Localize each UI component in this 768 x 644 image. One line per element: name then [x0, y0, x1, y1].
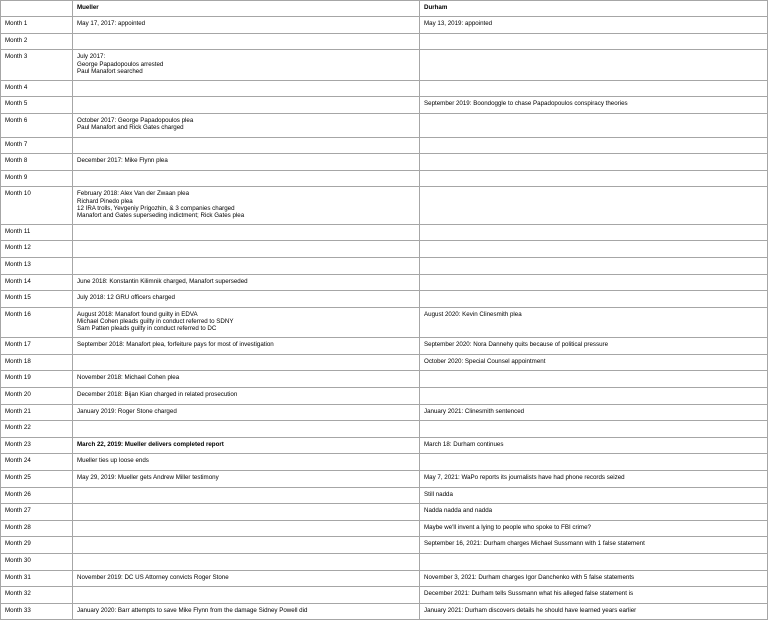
table-row — [1, 437, 768, 454]
month-cell: Month 30 — [1, 554, 73, 571]
mueller-event-line: November 2018: Michael Cohen plea — [77, 374, 180, 382]
mueller-cell — [73, 487, 420, 504]
durham-event-line: March 18: Durham continues — [424, 440, 504, 448]
durham-cell — [420, 274, 768, 291]
month-cell: Month 11 — [1, 224, 73, 241]
durham-cell — [420, 371, 768, 388]
table-row — [1, 80, 768, 97]
month-cell: Month 21 — [1, 404, 73, 421]
mueller-cell — [73, 241, 420, 258]
table-row — [1, 258, 768, 275]
month-cell: Month 22 — [1, 421, 73, 438]
table-row — [1, 114, 768, 138]
durham-event-line: September 2020: Nora Dannehy quits because of political pressure — [424, 341, 609, 349]
mueller-cell — [73, 388, 420, 405]
month-cell: Month 12 — [1, 241, 73, 258]
mueller-cell — [73, 354, 420, 371]
month-cell: Month 5 — [1, 97, 73, 114]
month-cell: Month 15 — [1, 291, 73, 308]
mueller-cell — [73, 33, 420, 50]
durham-cell — [420, 187, 768, 224]
durham-cell — [420, 504, 768, 521]
durham-event-line: May 13, 2019: appointed — [424, 20, 493, 28]
durham-event-line: January 2021: Clinesmith sentenced — [424, 407, 525, 415]
mueller-event-line: George Papadopoulos arrested — [77, 60, 164, 68]
table-row — [1, 570, 768, 587]
table-row — [1, 338, 768, 355]
mueller-cell — [73, 454, 420, 471]
month-cell: Month 14 — [1, 274, 73, 291]
month-cell: Month 10 — [1, 187, 73, 224]
mueller-cell — [73, 520, 420, 537]
month-cell: Month 16 — [1, 307, 73, 338]
month-cell: Month 32 — [1, 587, 73, 604]
month-cell: Month 20 — [1, 388, 73, 405]
mueller-event-line: January 2020: Barr attempts to save Mike Flynn from the damage Sidney Powell did — [77, 606, 308, 614]
mueller-cell — [73, 170, 420, 187]
month-cell: Month 19 — [1, 371, 73, 388]
mueller-cell — [73, 537, 420, 554]
mueller-event-line: December 2018: Bijan Kian charged in related prosecution — [77, 391, 238, 399]
header-mueller: Mueller — [73, 1, 420, 17]
mueller-cell — [73, 554, 420, 571]
mueller-cell — [73, 187, 420, 224]
mueller-cell — [73, 114, 420, 138]
month-cell: Month 24 — [1, 454, 73, 471]
mueller-event-line: May 29, 2019: Mueller gets Andrew Miller testimony — [77, 474, 219, 482]
table-row — [1, 50, 768, 81]
mueller-event-line: January 2019: Roger Stone charged — [77, 407, 177, 415]
mueller-cell — [73, 154, 420, 171]
table-row — [1, 603, 768, 620]
mueller-event-line: Sam Patten pleads guilty in conduct referred to DC — [77, 325, 217, 333]
durham-event-line: December 2021: Durham tells Sussmann what his alleged false statement is — [424, 590, 634, 598]
month-cell: Month 3 — [1, 50, 73, 81]
mueller-event-line: December 2017: Mike Flynn plea — [77, 157, 168, 165]
durham-cell — [420, 354, 768, 371]
durham-cell — [420, 454, 768, 471]
table-row — [1, 471, 768, 488]
durham-cell — [420, 154, 768, 171]
month-cell: Month 17 — [1, 338, 73, 355]
durham-cell — [420, 258, 768, 275]
durham-cell — [420, 537, 768, 554]
durham-cell — [420, 291, 768, 308]
mueller-cell — [73, 421, 420, 438]
durham-cell — [420, 17, 768, 34]
durham-event-line: Nadda nadda and nadda — [424, 507, 493, 515]
month-cell: Month 8 — [1, 154, 73, 171]
durham-event-line: May 7, 2021: WaPo reports its journalists have had phone records seized — [424, 474, 625, 482]
month-cell: Month 4 — [1, 80, 73, 97]
mueller-event-line: February 2018: Alex Van der Zwaan plea — [77, 190, 190, 198]
mueller-cell — [73, 603, 420, 620]
mueller-cell — [73, 137, 420, 154]
durham-event-line: Still nadda — [424, 490, 453, 498]
durham-event-line: Maybe we'll invent a lying to people who spoke to FBI crime? — [424, 523, 591, 531]
durham-event-line: August 2020: Kevin Clinesmith plea — [424, 310, 522, 318]
mueller-cell — [73, 50, 420, 81]
durham-cell — [420, 241, 768, 258]
month-cell: Month 33 — [1, 603, 73, 620]
table-row — [1, 404, 768, 421]
durham-cell — [420, 570, 768, 587]
table-row — [1, 33, 768, 50]
mueller-event-line: 12 IRA trolls, Yevgeniy Prigozhin, & 3 companies charged — [77, 204, 235, 212]
durham-cell — [420, 520, 768, 537]
durham-cell — [420, 50, 768, 81]
month-cell: Month 7 — [1, 137, 73, 154]
durham-event-line: October 2020: Special Counsel appointment — [424, 357, 546, 365]
mueller-event-line: June 2018: Konstantin Kilimnik charged, Manafort superseded — [77, 277, 248, 285]
header-row — [1, 1, 768, 17]
table-row — [1, 274, 768, 291]
month-cell: Month 25 — [1, 471, 73, 488]
mueller-event-line: September 2018: Manafort plea, forfeiture pays for most of investigation — [77, 341, 274, 349]
durham-cell — [420, 170, 768, 187]
table-row — [1, 487, 768, 504]
mueller-cell — [73, 307, 420, 338]
mueller-cell — [73, 504, 420, 521]
mueller-event-line: March 22, 2019: Mueller delivers completed report — [77, 440, 224, 448]
durham-cell — [420, 80, 768, 97]
month-cell: Month 31 — [1, 570, 73, 587]
durham-cell — [420, 603, 768, 620]
table-row — [1, 454, 768, 471]
table-row — [1, 291, 768, 308]
mueller-cell — [73, 97, 420, 114]
table-row — [1, 554, 768, 571]
mueller-cell — [73, 258, 420, 275]
mueller-cell — [73, 437, 420, 454]
durham-cell — [420, 471, 768, 488]
mueller-cell — [73, 570, 420, 587]
table-row — [1, 187, 768, 224]
mueller-event-line: Michael Cohen pleads guilty in conduct referred to SDNY — [77, 318, 234, 325]
table-row — [1, 587, 768, 604]
durham-cell — [420, 97, 768, 114]
durham-event-line: November 3, 2021: Durham charges Igor Danchenko with 5 false statements — [424, 573, 635, 581]
durham-cell — [420, 404, 768, 421]
mueller-event-line: Paul Manafort searched — [77, 67, 143, 75]
mueller-event-line: Manafort and Gates superseding indictment; Rick Gates plea — [77, 212, 245, 220]
month-cell: Month 23 — [1, 437, 73, 454]
mueller-cell — [73, 224, 420, 241]
mueller-cell — [73, 274, 420, 291]
table-row — [1, 388, 768, 405]
header-durham: Durham — [420, 1, 768, 17]
month-cell: Month 6 — [1, 114, 73, 138]
table-row — [1, 17, 768, 34]
table-row — [1, 537, 768, 554]
durham-event-line: September 2019: Boondoggle to chase Papadopoulos conspiracy theories — [424, 100, 628, 108]
durham-cell — [420, 388, 768, 405]
durham-cell — [420, 421, 768, 438]
table-row — [1, 241, 768, 258]
mueller-cell — [73, 80, 420, 97]
mueller-event-line: Mueller ties up loose ends — [77, 457, 149, 465]
mueller-event-line: October 2017: George Papadopoulos plea — [77, 117, 194, 125]
header-month — [1, 1, 73, 17]
mueller-event-line: Paul Manafort and Rick Gates charged — [77, 124, 184, 132]
table-row — [1, 137, 768, 154]
durham-cell — [420, 224, 768, 241]
mueller-cell — [73, 338, 420, 355]
month-cell: Month 2 — [1, 33, 73, 50]
durham-cell — [420, 307, 768, 338]
mueller-cell — [73, 291, 420, 308]
mueller-cell — [73, 587, 420, 604]
month-cell: Month 1 — [1, 17, 73, 34]
durham-cell — [420, 114, 768, 138]
mueller-event-line: July 2018: 12 GRU officers charged — [77, 294, 175, 302]
table-row — [1, 97, 768, 114]
table-row — [1, 421, 768, 438]
table-row — [1, 504, 768, 521]
month-cell: Month 18 — [1, 354, 73, 371]
table-row — [1, 354, 768, 371]
month-cell: Month 13 — [1, 258, 73, 275]
mueller-event-line: July 2017: — [77, 53, 106, 61]
durham-cell — [420, 487, 768, 504]
durham-cell — [420, 554, 768, 571]
table-row — [1, 307, 768, 338]
mueller-cell — [73, 17, 420, 34]
table-row — [1, 224, 768, 241]
durham-event-line: January 2021: Durham discovers details he should have learned years earlier — [424, 606, 637, 614]
mueller-event-line: May 17, 2017: appointed — [77, 20, 146, 28]
durham-cell — [420, 137, 768, 154]
mueller-event-line: Richard Pinedo plea — [77, 197, 133, 205]
month-cell: Month 26 — [1, 487, 73, 504]
table-row — [1, 520, 768, 537]
table-row — [1, 170, 768, 187]
mueller-cell — [73, 371, 420, 388]
table-row — [1, 371, 768, 388]
durham-cell — [420, 338, 768, 355]
mueller-cell — [73, 471, 420, 488]
month-cell: Month 28 — [1, 520, 73, 537]
durham-cell — [420, 587, 768, 604]
mueller-event-line: November 2019: DC US Attorney convicts Roger Stone — [77, 573, 229, 581]
table-row — [1, 154, 768, 171]
durham-event-line: September 16, 2021: Durham charges Michael Sussmann with 1 false statement — [424, 540, 645, 548]
durham-cell — [420, 33, 768, 50]
mueller-event-line: August 2018: Manafort found guilty in EDVA — [77, 310, 198, 318]
durham-cell — [420, 437, 768, 454]
month-cell: Month 27 — [1, 504, 73, 521]
month-cell: Month 29 — [1, 537, 73, 554]
month-cell: Month 9 — [1, 170, 73, 187]
mueller-cell — [73, 404, 420, 421]
